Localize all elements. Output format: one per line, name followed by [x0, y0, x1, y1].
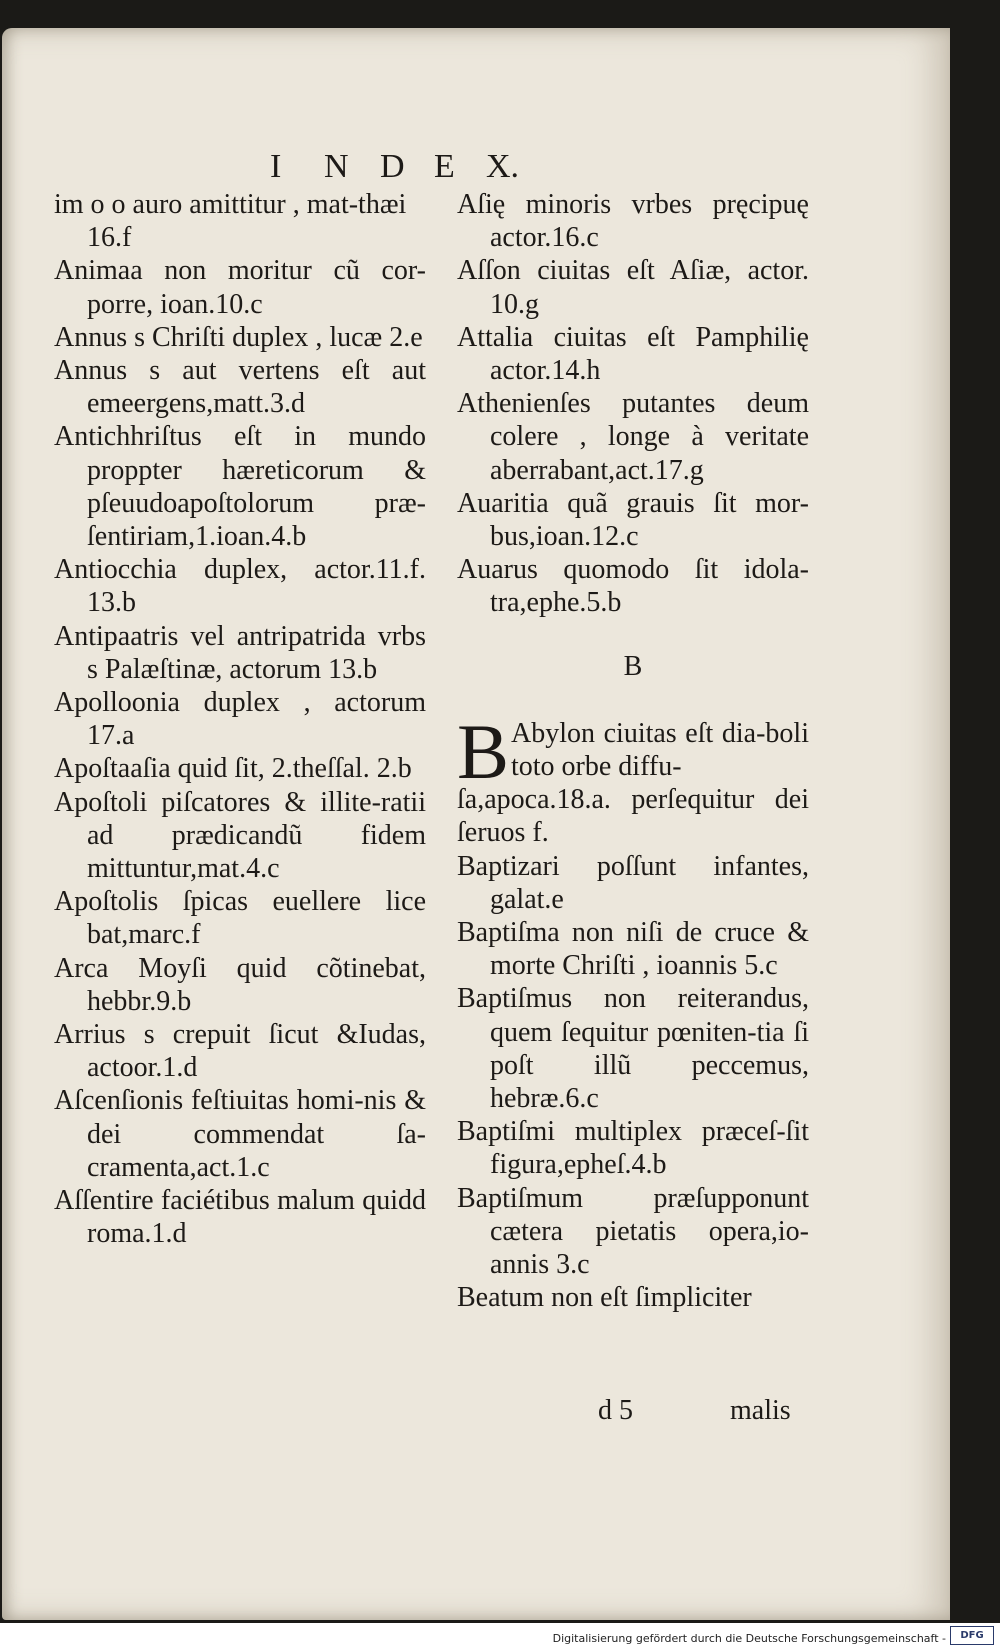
index-entry: Arca Moyſi quid cõtinebat, hebbr.9.b: [54, 952, 426, 1017]
catchword: malis: [730, 1395, 791, 1426]
index-entry: Beatum non eſt ſimpliciter: [457, 1282, 752, 1314]
index-entry: Aſſentire faciétibus malum quidd roma.1.d: [54, 1185, 426, 1250]
index-entry: Baptiſma non niſi de cruce & morte Chriſti , ioannis 5.c: [457, 917, 809, 982]
index-entry: Athenienſes putantes deum colere , longe à veritate aberrabant,act.17.g: [457, 388, 809, 486]
index-entry: Baptiſmus non reiterandus, quem ſequitur pœniten-tia ſi poſt illũ peccemus, hebræ.6.c: [457, 983, 809, 1115]
index-entry: Baptiſmum præſupponunt cætera pietatis opera,io-annis 3.c: [457, 1182, 809, 1281]
dfg-logo: DFG: [950, 1626, 994, 1645]
dfg-credit-text: Digitalisierung gefördert durch die Deutsche Forschungsgemeinschaft -: [552, 1632, 946, 1645]
index-entry: im o o auro amittitur , mat-thæi 16.f: [54, 189, 407, 254]
index-entry: Annus s aut vertens eſt aut emeergens,matt.3.d: [54, 355, 426, 420]
index-entry: Auaritia quã grauis ſit mor-bus,ioan.12.c: [457, 487, 809, 553]
index-entry: Apolloonia duplex , actorum 17.a: [54, 687, 426, 752]
header-letter: X.: [486, 148, 520, 185]
index-entry: Arrius s crepuit ſicut &Iudas, actoor.1.d: [54, 1019, 426, 1084]
header-letter: I: [270, 148, 282, 185]
index-entry-text: Abylon ciuitas eſt dia-boli toto orbe diffu-: [511, 717, 809, 783]
index-entry: Apoſtaaſia quid ſit, 2.theſſal. 2.b: [54, 753, 412, 785]
dfg-credit-bar: [0, 1623, 1000, 1649]
index-entry: Antipaatris vel antripatrida vrbs s Palæſtinæ, actorum 13.b: [54, 620, 426, 685]
index-entry: Apoſtoli piſcatores & illite-ratii ad prædicandũ fidem mittuntur,mat.4.c: [54, 786, 426, 885]
index-entry: Apoſtolis ſpicas euellere lice bat,marc.f: [54, 886, 426, 951]
section-letter-heading: B: [623, 650, 643, 682]
index-entry: Auarus quomodo ſit idola-tra,ephe.5.b: [457, 554, 809, 619]
index-entry: Aſcenſionis feſtiuitas homi-nis & dei commendat ſa-cramenta,act.1.c: [54, 1085, 426, 1183]
book-page: [2, 28, 950, 1620]
index-entry: Aſię minoris vrbes pręcipuę actor.16.c: [457, 189, 809, 254]
index-entry: Antichhriſtus eſt in mundo proppter hæreticorum & pſeuudoapoſtolorum præ-ſentiriam,1.ioan.4.b: [54, 421, 426, 553]
signature-mark: d 5: [598, 1395, 633, 1426]
dropcap-entry: [457, 707, 809, 850]
index-entry: Antiocchia duplex, actor.11.f. 13.b: [54, 554, 426, 619]
header-letter: E: [434, 148, 455, 185]
header-letter: D: [380, 148, 405, 185]
index-entry-text: ſa,apoca.18.a. perſequitur dei ſeruos f.: [457, 784, 809, 849]
index-entry: Annus s Chriſti duplex , lucæ 2.e: [54, 321, 423, 353]
index-entry: Baptizari poſſunt infantes, galat.e: [457, 850, 809, 915]
index-entry: Aſſon ciuitas eſt Aſiæ, actor. 10.g: [457, 255, 809, 320]
index-entry: Baptiſmi multiplex præceſ-ſit figura,epheſ.4.b: [457, 1116, 809, 1181]
drop-capital: B: [457, 707, 510, 795]
index-entry: Animaa non moritur cũ cor-porre, ioan.10.c: [54, 255, 426, 320]
right-column: [457, 188, 809, 1315]
left-column: [54, 188, 426, 1251]
index-entry: Attalia ciuitas eſt Pamphilię actor.14.h: [457, 321, 809, 387]
header-letter: N: [324, 148, 349, 185]
